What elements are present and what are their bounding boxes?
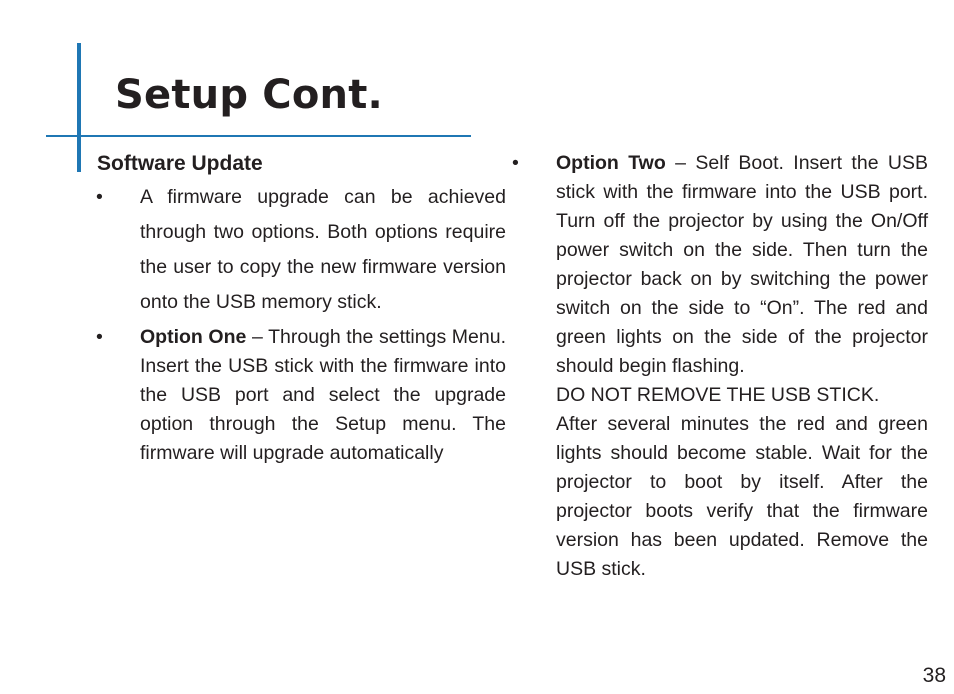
page-number: 38: [922, 664, 946, 687]
page-title: Setup Cont.: [115, 72, 383, 118]
option-two-text: Self Boot. Insert the USB stick with the firmware into the USB port. Turn off the projector by using the On/Off power switch on the side. Then turn the projector back on by switching the power switch on the side to “On”. The red and green lights on the side of the projector should begin flashing.: [556, 152, 929, 377]
option-one-text: Through the settings Menu. Insert the USB stick with the firmware into the USB port and select the upgrade option through the Setup menu. The firmware will upgrade automatically: [140, 326, 506, 464]
bullet-icon: •: [512, 152, 519, 174]
bullet-icon: •: [96, 326, 103, 348]
title-underline-rule: [46, 135, 471, 137]
section-heading: Software Update: [97, 152, 263, 175]
right-column: [512, 149, 928, 584]
option-one-label: Option One: [140, 326, 247, 348]
option-two-dash: –: [675, 152, 686, 174]
followup-text: After several minutes the red and green lights should become stable. Wait for the projector to boot by itself. After the projector boots verify that the firmware version has been updated. Remove the USB stick.: [556, 413, 928, 580]
bullet-icon: •: [96, 186, 103, 208]
list-item-option-two: [512, 149, 928, 584]
left-column: [96, 180, 506, 468]
option-two-label: Option Two: [556, 152, 666, 174]
warning-text: DO NOT REMOVE THE USB STICK.: [556, 384, 880, 406]
list-item-option-one: [96, 323, 506, 468]
list-item-intro: [96, 180, 506, 320]
intro-text: A firmware upgrade can be achieved through two options. Both options require the user to copy the new firmware version onto the USB memory stick.: [140, 186, 506, 313]
option-one-dash: –: [251, 326, 263, 348]
title-accent-bar: [77, 43, 81, 172]
